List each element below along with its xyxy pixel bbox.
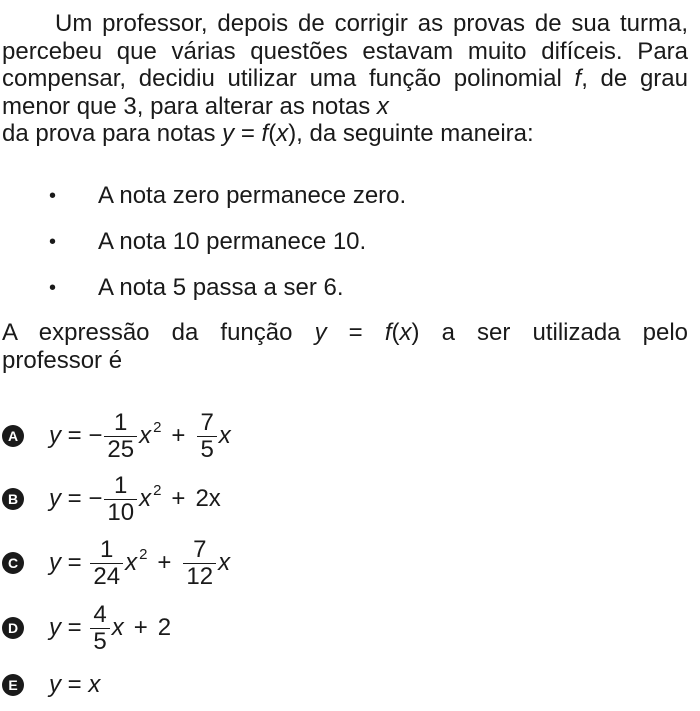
formula-equals: = − [61, 422, 103, 449]
fraction-denominator: 5 [197, 436, 216, 462]
formula-operator: + [171, 422, 186, 449]
prompt-line-1 [2, 319, 688, 347]
list-item [0, 272, 700, 318]
statement-text-2: , de grau menor que 3, para alterar as notas [2, 65, 688, 120]
fraction-numerator: 7 [200, 408, 214, 436]
formula-equals: = [61, 614, 89, 641]
fraction [104, 471, 137, 526]
fraction-denominator: 24 [90, 563, 123, 589]
prompt-equals: = [326, 319, 385, 346]
formula-y: y [49, 422, 61, 449]
formula-operator: + [171, 485, 186, 512]
conditions-list [0, 180, 700, 318]
option-c[interactable] [0, 537, 700, 601]
option-d[interactable] [0, 602, 700, 666]
statement-text-3: da prova para notas [2, 120, 223, 147]
bullet-icon: • [49, 185, 57, 207]
fraction-denominator: 12 [183, 563, 216, 589]
fraction-denominator: 5 [90, 628, 109, 654]
formula-y: y [49, 549, 61, 576]
option-formula [49, 537, 230, 589]
formula-x: x [139, 485, 152, 512]
fraction [197, 408, 216, 463]
prompt-text-1: A expressão da função [2, 319, 315, 346]
prompt-y: y [314, 319, 327, 346]
fraction [90, 600, 109, 655]
statement-f: f [574, 65, 582, 92]
statement-y: y [222, 120, 235, 147]
formula-x: x [218, 549, 231, 576]
formula-exponent: 2 [153, 481, 162, 499]
statement-x2: x [276, 120, 289, 147]
fraction-denominator: 10 [104, 499, 137, 525]
statement-text-4: ), da seguinte maneira: [288, 120, 534, 147]
formula-term: 2 [157, 614, 172, 641]
fraction-numerator: 7 [193, 535, 207, 563]
prompt-x: x [399, 319, 412, 346]
list-item [0, 226, 700, 272]
formula-y: y [49, 614, 61, 641]
option-formula [49, 473, 221, 525]
option-b[interactable] [0, 473, 700, 537]
statement-x: x [376, 92, 389, 120]
bullet-icon: • [49, 277, 57, 299]
statement-equals: = [234, 120, 262, 147]
formula-x: x [139, 422, 152, 449]
formula-operator: + [157, 549, 172, 576]
formula-exponent: 2 [153, 418, 162, 436]
fraction-numerator: 1 [100, 535, 114, 563]
fraction [90, 535, 123, 590]
fraction [183, 535, 216, 590]
option-letter-badge: E [2, 674, 24, 696]
fraction-numerator: 4 [93, 600, 107, 628]
statement-paren: ( [268, 120, 277, 147]
formula-x: x [218, 422, 231, 449]
statement-text-1: Um professor, depois de corrigir as provas de sua turma, percebeu que várias questões estavam muito difíceis. Para compensar, decidiu utilizar uma função polinomial [2, 10, 688, 92]
condition-text: A nota 10 permanece 10. [98, 228, 367, 255]
option-formula [49, 670, 100, 700]
list-item [0, 180, 700, 226]
prompt-text-2: ) a ser utilizada pelo [411, 319, 689, 346]
condition-text: A nota 5 passa a ser 6. [98, 274, 344, 301]
formula-operator: + [133, 614, 148, 641]
option-letter-badge: C [2, 552, 24, 574]
fraction-denominator: 25 [104, 436, 137, 462]
option-formula [49, 602, 171, 654]
option-letter-badge: A [2, 425, 24, 447]
option-a[interactable] [0, 410, 700, 474]
formula-equals: = [61, 671, 89, 698]
formula-exponent: 2 [139, 545, 148, 563]
formula-y: y [49, 485, 61, 512]
prompt-f: f [384, 319, 392, 346]
formula-x: x [125, 549, 138, 576]
prompt-paren: ( [391, 319, 400, 346]
question-prompt [2, 319, 688, 374]
option-formula [49, 410, 231, 462]
formula-x: x [111, 614, 124, 641]
condition-text: A nota zero permanece zero. [98, 182, 407, 209]
option-letter-badge: B [2, 488, 24, 510]
formula-equals: = [61, 549, 89, 576]
formula-y: y [49, 671, 61, 698]
problem-statement [2, 10, 688, 148]
fraction [104, 408, 137, 463]
formula-equals: = − [61, 485, 103, 512]
option-letter-badge: D [2, 617, 24, 639]
fraction-numerator: 1 [114, 408, 128, 436]
formula-x: x [88, 671, 101, 698]
prompt-line-2: professor é [2, 346, 123, 374]
formula-term: 2x [195, 485, 221, 512]
option-e[interactable] [0, 670, 700, 706]
fraction-numerator: 1 [114, 471, 128, 499]
bullet-icon: • [49, 231, 57, 253]
statement-fx: f [261, 120, 269, 147]
